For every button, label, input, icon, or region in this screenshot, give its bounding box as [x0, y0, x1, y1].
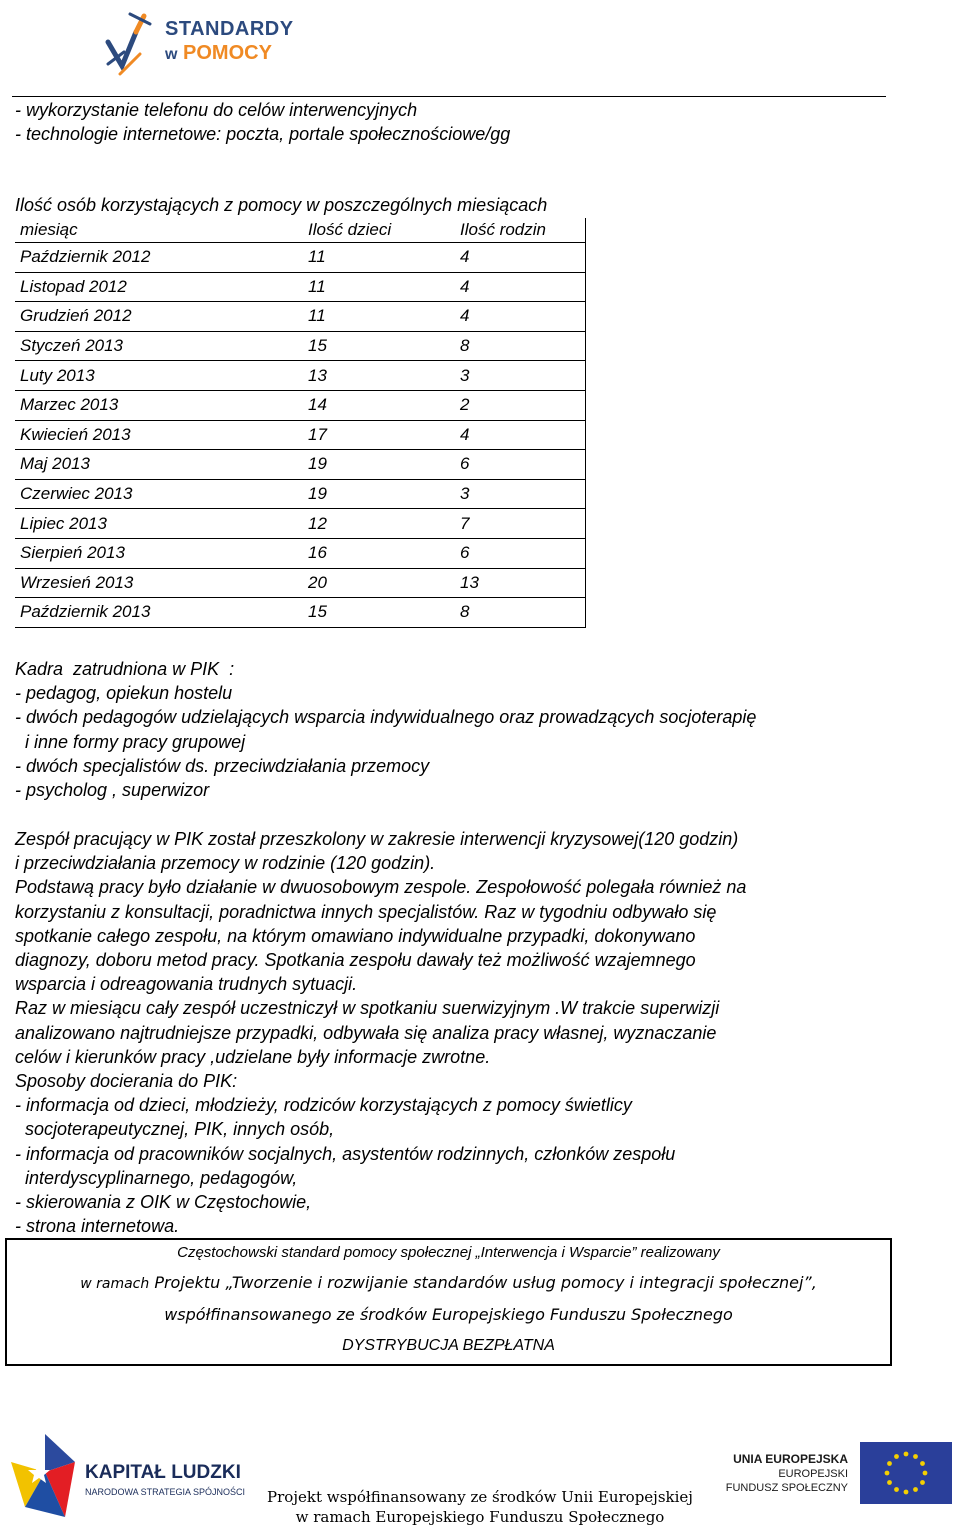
footer-line-2-rest: Projektu „Tworzenie i rozwijanie standardów usług pomocy i integracji społecznej”, — [149, 1273, 817, 1292]
header-children: Ilość dzieci — [303, 218, 455, 243]
kl-title: KAPITAŁ LUDZKI — [85, 1462, 241, 1483]
table-title: Ilość osób korzystających z pomocy w poszczególnych miesiącach — [15, 195, 548, 215]
body-line: i przeciwdziałania przemocy w rodzinie (120 godzin). — [15, 853, 436, 874]
cell-month: Sierpień 2013 — [15, 538, 303, 568]
intro-line-1: - wykorzystanie telefonu do celów interwencyjnych — [15, 100, 418, 120]
cell-families: 2 — [455, 390, 586, 420]
body-line: - strona internetowa. — [15, 1216, 180, 1237]
footer-line-2 — [7, 1273, 890, 1292]
cell-families: 4 — [455, 302, 586, 332]
table-row — [15, 420, 586, 450]
monthly-usage-table — [15, 218, 586, 628]
cell-children: 15 — [303, 598, 455, 628]
table-row — [15, 598, 586, 628]
cell-month: Maj 2013 — [15, 450, 303, 480]
staff-heading: Kadra zatrudniona w PIK : — [15, 659, 235, 679]
cell-children: 19 — [303, 450, 455, 480]
cell-children: 14 — [303, 390, 455, 420]
table-row — [15, 361, 586, 391]
staff-section — [15, 657, 756, 802]
project-line-1: Projekt współfinansowany ze środków Unii Europejskiej — [267, 1488, 693, 1506]
cell-families: 8 — [455, 598, 586, 628]
logo-line2 — [165, 42, 272, 65]
body-line: Zespół pracujący w PIK został przeszkolony w zakresie interwencji kryzysowej(120 godzin) — [15, 829, 739, 849]
table-row — [15, 243, 586, 273]
body-line: Raz w miesiącu cały zespół uczestniczył w spotkaniu suerwizyjnym .W trakcie superwizji — [15, 998, 720, 1019]
staff-line: - dwóch pedagogów udzielających wsparcia indywidualnego oraz prowadzących socjoterapię — [15, 707, 757, 728]
cell-children: 15 — [303, 331, 455, 361]
cell-month: Luty 2013 — [15, 361, 303, 391]
cell-children: 13 — [303, 361, 455, 391]
cell-families: 13 — [455, 568, 586, 598]
cell-families: 8 — [455, 331, 586, 361]
cell-families: 6 — [455, 450, 586, 480]
cell-children: 11 — [303, 302, 455, 332]
footer-line-3: współfinansowanego ze środków Europejskiego Funduszu Społecznego — [164, 1305, 733, 1324]
table-header-row — [15, 218, 586, 243]
cell-children: 20 — [303, 568, 455, 598]
table-row — [15, 479, 586, 509]
cell-children: 17 — [303, 420, 455, 450]
cell-children: 12 — [303, 509, 455, 539]
staff-line: - psycholog , superwizor — [15, 780, 210, 801]
cell-month: Listopad 2012 — [15, 272, 303, 302]
cell-children: 16 — [303, 538, 455, 568]
body-line: - informacja od dzieci, młodzieży, rodziców korzystających z pomocy świetlicy — [15, 1095, 632, 1116]
header-rule — [12, 96, 886, 97]
cell-month: Czerwiec 2013 — [15, 479, 303, 509]
body-line: wsparcia i odreagowania trudnych sytuacji. — [15, 974, 358, 995]
table-row — [15, 390, 586, 420]
cell-families: 4 — [455, 420, 586, 450]
table-row — [15, 538, 586, 568]
logo-w: w — [165, 46, 178, 63]
cell-families: 3 — [455, 479, 586, 509]
intro-line-2: - technologie internetowe: poczta, portale społecznościowe/gg — [15, 124, 511, 144]
footer-line-2-prefix: w ramach — [80, 1276, 150, 1292]
kl-subtitle: NARODOWA STRATEGIA SPÓJNOŚCI — [85, 1487, 246, 1497]
cell-families: 4 — [455, 272, 586, 302]
cell-children: 11 — [303, 243, 455, 273]
body-line: analizowano najtrudniejsze przypadki, odbywała się analiza pracy własnej, wyznaczanie — [15, 1022, 717, 1043]
staff-line: - dwóch specjalistów ds. przeciwdziałania przemocy — [15, 755, 430, 776]
project-line-2: w ramach Europejskiego Funduszu Społecznego — [295, 1508, 665, 1526]
cell-month: Październik 2013 — [15, 598, 303, 628]
body-line: socjoterapeutycznej, PIK, innych osób, — [15, 1119, 335, 1140]
table-row — [15, 450, 586, 480]
table-row — [15, 272, 586, 302]
cell-month: Kwiecień 2013 — [15, 420, 303, 450]
eu-line2: EUROPEJSKI — [778, 1468, 848, 1480]
table-row — [15, 331, 586, 361]
footer-box — [5, 1238, 892, 1366]
staff-line: - pedagog, opiekun hostelu — [15, 683, 233, 704]
body-line: - informacja od pracowników socjalnych, asystentów rodzinnych, członków zespołu — [15, 1143, 676, 1164]
table-row — [15, 509, 586, 539]
cell-children: 19 — [303, 479, 455, 509]
cell-month: Wrzesień 2013 — [15, 568, 303, 598]
cell-month: Grudzień 2012 — [15, 302, 303, 332]
logo-line1: STANDARDY — [165, 18, 294, 40]
footer-line-4: DYSTRYBUCJA BEZPŁATNA — [342, 1337, 555, 1354]
body-section — [15, 827, 746, 1238]
body-line: Sposoby docierania do PIK: — [15, 1071, 238, 1092]
cell-families: 7 — [455, 509, 586, 539]
cell-families: 6 — [455, 538, 586, 568]
eu-line3: FUNDUSZ SPOŁECZNY — [725, 1482, 848, 1494]
table-row — [15, 568, 586, 598]
body-line: spotkanie całego zespołu, na którym omawiano indywidualne przypadki, dokonywano — [15, 925, 696, 946]
cell-families: 4 — [455, 243, 586, 273]
logo-pomocy: POMOCY — [183, 42, 272, 64]
body-line: korzystaniu z konsultacji, poradnictwa innych specjalistów. Raz w tygodniu odbywało się — [15, 901, 717, 922]
footer-line-1: Częstochowski standard pomocy społecznej „Interwencja i Wsparcie” realizowany — [177, 1244, 720, 1261]
eu-line1: UNIA EUROPEJSKA — [733, 1452, 848, 1466]
cell-month: Marzec 2013 — [15, 390, 303, 420]
cell-month: Październik 2012 — [15, 243, 303, 273]
body-line: - skierowania z OIK w Częstochowie, — [15, 1192, 312, 1213]
staff-line: i inne formy pracy grupowej — [15, 731, 246, 752]
body-line: Podstawą pracy było działanie w dwuosobowym zespole. Zespołowość polegała również na — [15, 877, 747, 898]
table-row — [15, 302, 586, 332]
body-line: diagnozy, doboru metod pracy. Spotkania zespołu dawały też możliwość wzajemnego — [15, 950, 696, 971]
body-line: celów i kierunków pracy ,udzielane były informacje zwrotne. — [15, 1046, 491, 1067]
header-families: Ilość rodzin — [455, 218, 586, 243]
cell-families: 3 — [455, 361, 586, 391]
standardy-logo-icon — [100, 4, 170, 84]
cell-children: 11 — [303, 272, 455, 302]
cell-month: Lipiec 2013 — [15, 509, 303, 539]
cell-month: Styczeń 2013 — [15, 331, 303, 361]
header-month: miesiąc — [15, 218, 303, 243]
body-line: interdyscyplinarnego, pedagogów, — [15, 1167, 298, 1188]
